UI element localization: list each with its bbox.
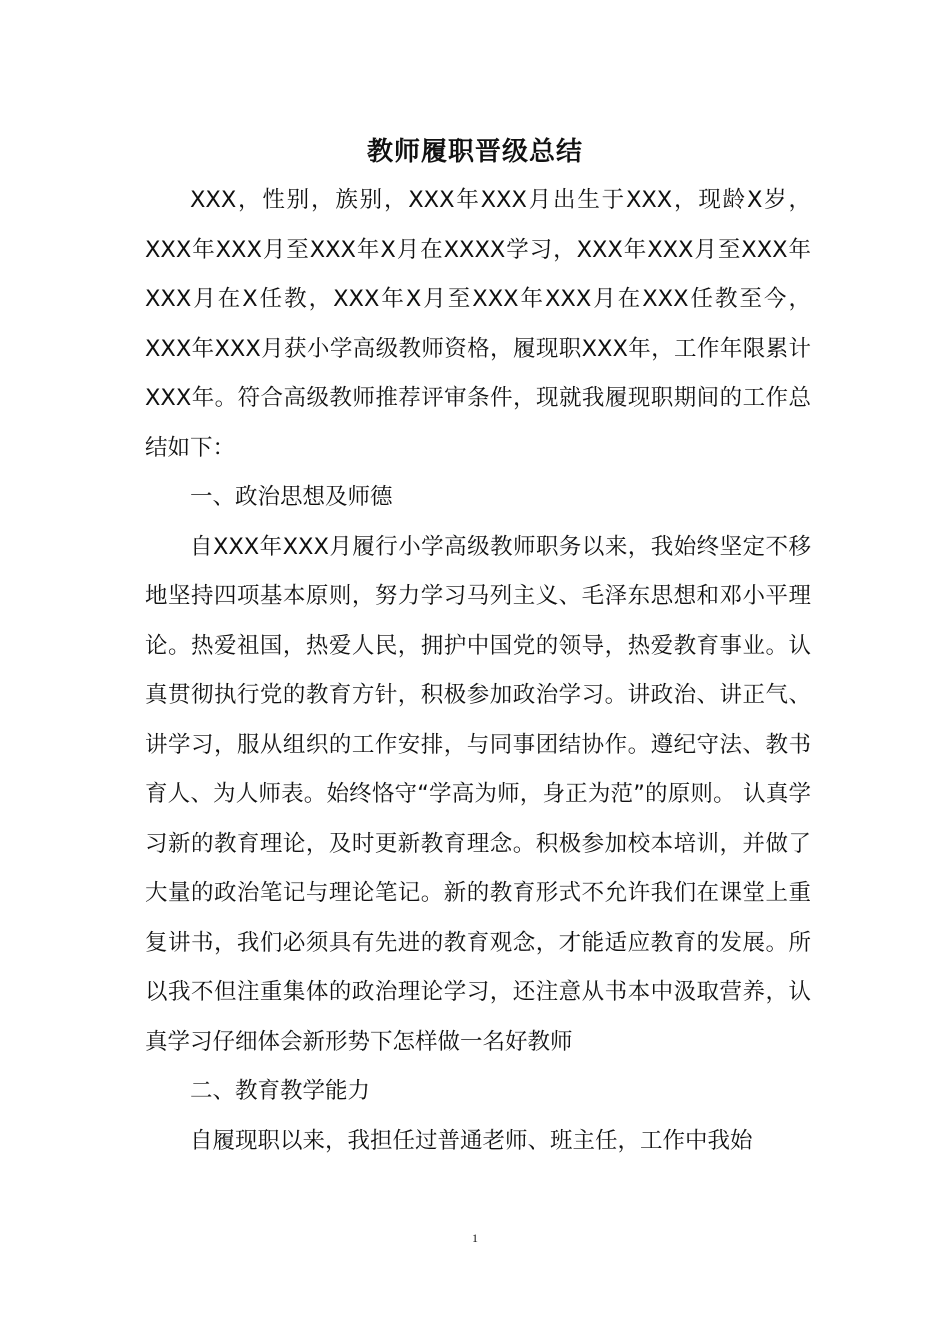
- teaching-paragraph: 自履现职以来，我担任过普通老师、班主任，工作中我始: [190, 1127, 753, 1154]
- intro-paragraph: XXX，性别，族别，XXX年XXX月出生于XXX，现龄X岁，XXX年XXX月至XXX年X月在XXXX学习，XXX年XXX月至XXX年XXX月在X任教，XXX年X月至XXX年XXX月在XXX任教至今，XXX年XXX月获小学高级教师资格，履现职XXX年，工作年限累计XXX年。符合高级教师推荐评审条件，现就我履现职期间的工作总结如下：: [145, 187, 811, 461]
- section-heading-teaching: 二、教育教学能力: [190, 1078, 371, 1104]
- document-body: [145, 176, 811, 1166]
- document-title: 教师履职晋级总结: [366, 137, 583, 167]
- political-paragraph: 自XXX年XXX月履行小学高级教师职务以来，我始终坚定不移地坚持四项基本原则，努力学习马列主义、毛泽东思想和邓小平理论。热爱祖国，热爱人民，拥护中国党的领导，热爱教育事业。认真贯彻执行党的教育方针，积极参加政治学习。讲政治、讲正气、讲学习，服从组织的工作安排，与同事团结协作。遵纪守法、教书育人、为人师表。始终恪守“学高为师，身正为范”的原则。 认真学习新的教育理论，及时更新教育理念。积极参加校本培训，并做了大量的政治笔记与理论笔记。新的教育形式不允许我们在课堂上重复讲书，我们必须具有先进的教育观念，才能适应教育的发展。所以我不但注重集体的政治理论学习，还注意从书本中汲取营养，认真学习仔细体会新形势下怎样做一名好教师: [145, 533, 811, 1055]
- section-heading-political: 一、政治思想及师德: [190, 484, 393, 510]
- page-number: 1: [472, 1231, 478, 1245]
